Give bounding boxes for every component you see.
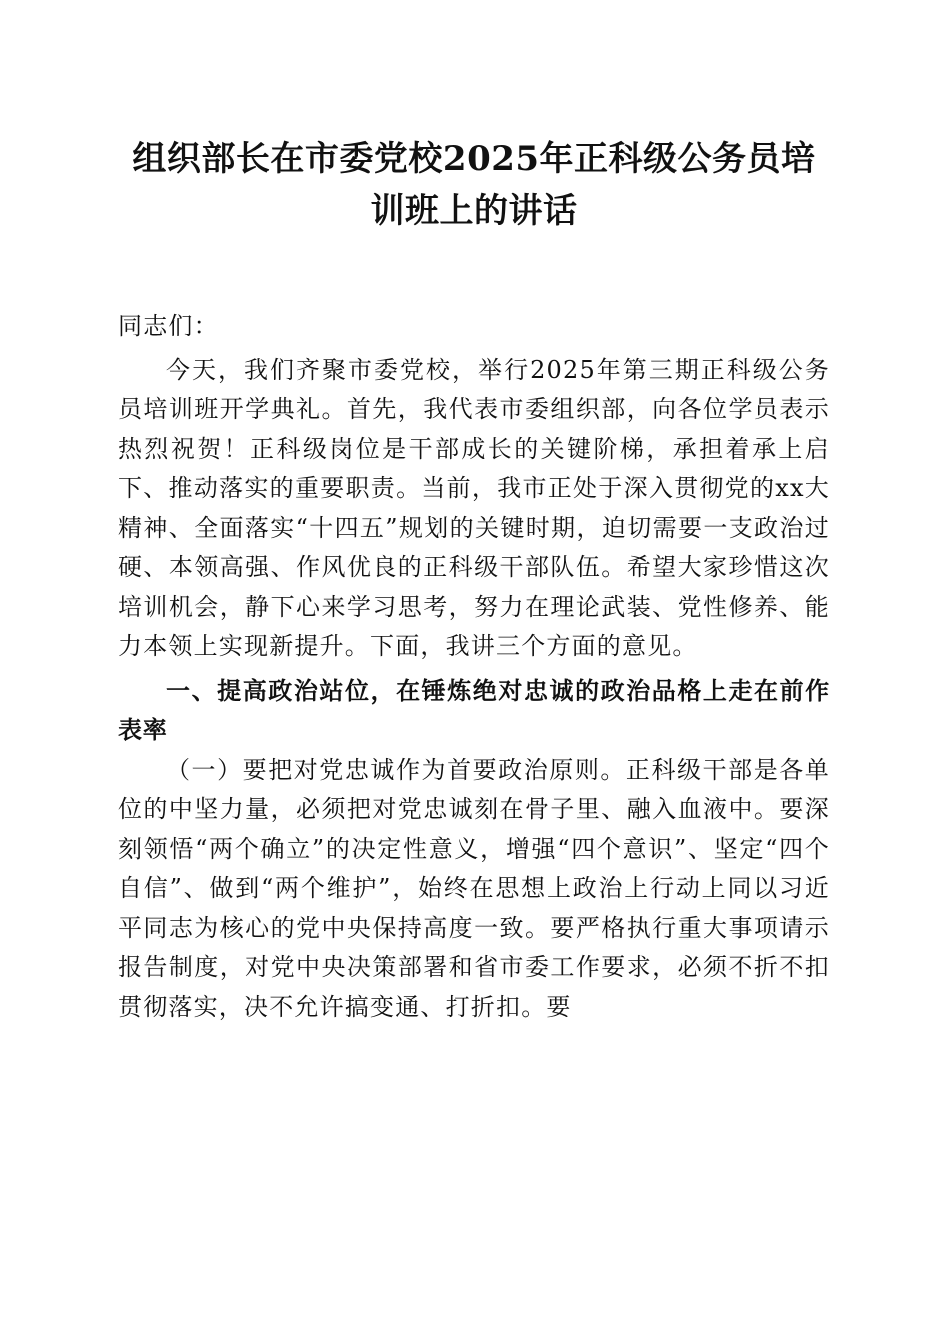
document-content bbox=[118, 133, 830, 1027]
document-title bbox=[118, 133, 830, 237]
opening-paragraph: 今天，我们齐聚市委党校，举行2025年第三期正科级公务员培训班开学典礼。首先，我代表市委组织部，向各位学员表示热烈祝贺！正科级岗位是干部成长的关键阶梯，承担着承上启下、推动落实的重要职责。当前，我市正处于深入贯彻党的xx大精神、全面落实“十四五”规划的关键时期，迫切需要一支政治过硬、本领高强、作风优良的正科级干部队伍。希望大家珍惜这次培训机会，静下心来学习思考，努力在理论武装、党性修养、能力本领上实现新提升。下面，我讲三个方面的意见。 bbox=[118, 355, 830, 660]
title-line-2: 训班上的讲话 bbox=[370, 191, 578, 231]
section-heading-1: 一、提高政治站位，在锤炼绝对忠诚的政治品格上走在前作表率 bbox=[118, 676, 830, 744]
salutation: 同志们： bbox=[118, 312, 219, 340]
section-1-paragraph: （一）要把对党忠诚作为首要政治原则。正科级干部是各单位的中坚力量，必须把对党忠诚刻在骨子里、融入血液中。要深刻领悟“两个确立”的决定性意义，增强“四个意识”、坚定“四个自信”、做到“两个维护”，始终在思想上政治上行动上同以习近平同志为核心的党中央保持高度一致。要严格执行重大事项请示报告制度，对党中央决策部署和省市委工作要求，必须不折不扣贯彻落实，决不允许搞变通、打折扣。要 bbox=[118, 755, 830, 1021]
speech-body bbox=[118, 307, 830, 1027]
title-line-1: 组织部长在市委党校2025年正科级公务员培 bbox=[132, 139, 816, 179]
